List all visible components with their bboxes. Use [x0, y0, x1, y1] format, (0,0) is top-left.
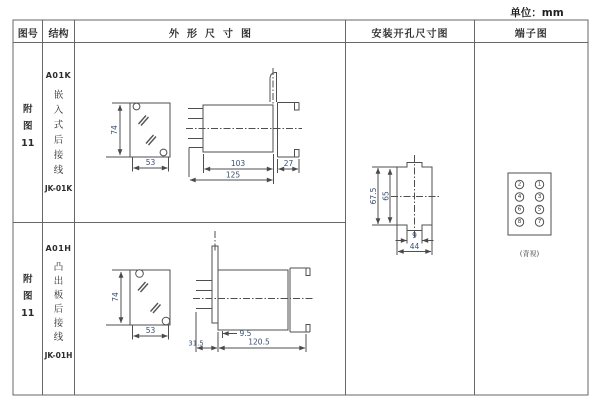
structure-char: 嵌	[53, 90, 64, 101]
dim-label-body-length: 103	[230, 159, 246, 168]
dim-label-inner-height: 65	[381, 191, 391, 201]
model-code: JK-01K	[44, 184, 73, 193]
terminal-block-outline	[508, 173, 551, 235]
dim-label-notch-width: 9	[412, 231, 417, 240]
terminal-number: 4	[517, 194, 522, 200]
fig-no-line: 附	[22, 274, 33, 285]
outline-front-view-k	[106, 103, 170, 172]
fig-no-line: 图	[22, 291, 33, 302]
structure-char: 后	[53, 304, 64, 315]
fig-no-line: 11	[21, 308, 35, 319]
terminal-pins	[188, 109, 203, 139]
model-code: JK-01H	[44, 351, 73, 360]
structure-char: 后	[53, 135, 64, 146]
screw-hole	[136, 270, 144, 278]
fig-no-line: 图	[22, 121, 33, 132]
glass-hatch	[151, 303, 161, 313]
terminal-8	[515, 218, 523, 226]
header-outline: 外形尺寸图	[169, 29, 259, 40]
structure-char: 出	[53, 276, 64, 287]
terminal-1	[535, 180, 543, 188]
header-terminal: 端子图	[514, 29, 548, 40]
screw-hole	[133, 103, 140, 110]
dim-label-width: 44	[409, 242, 420, 251]
structure-cell-row1	[43, 71, 75, 193]
structure-cell-row2	[43, 244, 75, 360]
screw-hole	[160, 149, 167, 156]
mounting-flange	[278, 103, 300, 158]
glass-hatch	[138, 282, 148, 292]
terminal-number: 5	[537, 206, 542, 213]
glass-hatch	[139, 116, 149, 126]
glass-hatch	[146, 135, 156, 145]
mounting-hole-drawing	[369, 155, 441, 255]
dim-label-width: 53	[145, 326, 156, 335]
structure-char: 式	[53, 120, 64, 131]
table-grid	[13, 20, 588, 395]
structure-char: 线	[53, 332, 64, 343]
structure-char: 入	[53, 105, 64, 116]
fig-no-cell-row1	[13, 101, 43, 152]
structure-description	[54, 88, 64, 178]
structure-char: 凸	[53, 262, 64, 273]
front-plate	[212, 246, 218, 323]
structure-char: 接	[53, 150, 64, 161]
dim-label-total-length: 125	[225, 170, 241, 180]
dim-label-height: 74	[110, 125, 119, 135]
model-label: A01K	[45, 71, 72, 80]
terminal-2	[515, 180, 523, 188]
fig-no-line: 附	[22, 104, 33, 115]
terminal-number: 2	[517, 181, 522, 188]
header-mounting: 安装开孔尺寸图	[371, 29, 449, 40]
relay-body	[218, 270, 288, 330]
structure-char: 板	[53, 290, 64, 301]
fig-no-line: 11	[21, 138, 35, 149]
dim-label-height: 74	[111, 292, 120, 302]
terminal-number: 1	[537, 181, 542, 188]
outline-front-view-h	[106, 270, 170, 340]
structure-description	[54, 261, 64, 345]
terminal-number: 8	[517, 219, 522, 225]
header-structure: 结构	[48, 29, 69, 40]
terminal-number: 6	[517, 206, 522, 213]
dim-label-offset: 9.5	[239, 329, 252, 338]
terminal-5	[535, 205, 543, 213]
terminal-pins	[196, 281, 212, 309]
terminal-6	[515, 205, 523, 213]
model-label: A01H	[45, 244, 72, 253]
dim-label-width: 53	[145, 158, 156, 167]
terminal-4	[515, 193, 523, 201]
structure-char: 线	[53, 165, 64, 176]
dim-label-flange: 27	[283, 159, 294, 168]
fig-no-cell-row2	[13, 271, 43, 322]
dim-label-total-length: 120.5	[248, 337, 270, 347]
terminal-number: 3	[537, 194, 542, 200]
rear-cover	[290, 268, 310, 332]
terminal-diagram	[508, 173, 551, 258]
outline-side-view-h	[188, 231, 313, 352]
terminal-3	[535, 193, 543, 201]
dim-label-lead: 31.5	[188, 339, 204, 348]
screw-hole	[162, 317, 170, 325]
terminal-number: 7	[537, 219, 542, 225]
unit-label: 单位：mm	[510, 7, 564, 19]
header-fig-no: 图号	[17, 29, 38, 40]
structure-char: 接	[53, 318, 64, 329]
dim-label-outer-height: 67.5	[369, 187, 378, 205]
outline-side-view-k	[186, 68, 302, 184]
terminal-7	[535, 218, 543, 226]
rear-view-note: (背视)	[519, 250, 540, 258]
